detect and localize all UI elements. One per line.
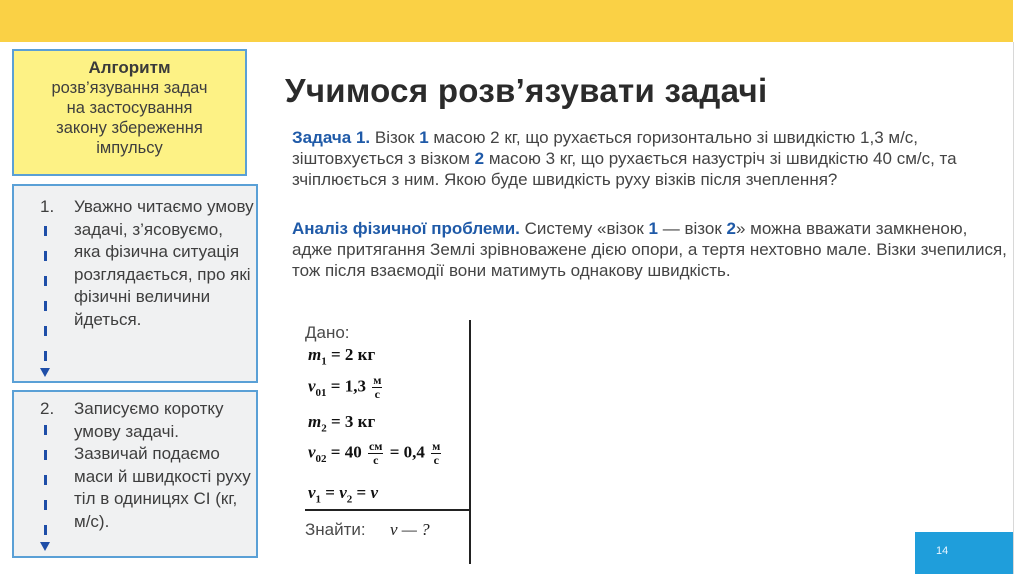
find-label: Знайти:: [305, 520, 366, 539]
problem-label: Задача 1.: [292, 128, 371, 147]
dashed-arrow-down-icon: [40, 226, 50, 377]
algorithm-title: Алгоритм: [88, 58, 171, 77]
page-number-badge: [915, 532, 1013, 574]
page-number: 14: [936, 545, 949, 557]
analysis-text: » можна вважати замкненою, адже притягання Землі зрівноважене дією опори, а тертя нехтовно мале. Візки зчепилися, тож після взаємодії вони матимуть однакову швидкість.: [292, 219, 1007, 280]
step-text: Записуємо коротку умову задачі. Зазвичай подаємо маси й швидкості руху тіл в одиницях СІ (кг, м/с).: [74, 399, 251, 531]
step-2-box: [12, 390, 258, 558]
problem-text: масою 3 кг, що рухається назустріч зі швидкістю 40 см/с, та зчіплюється з ним. Якою буде швидкість руху візків після зчеплення?: [292, 149, 957, 189]
analysis-label: Аналіз фізичної проблеми.: [292, 219, 520, 238]
algorithm-line: імпульсу: [96, 139, 163, 157]
algorithm-box: [12, 49, 247, 176]
analysis-text: — візок: [658, 219, 727, 238]
given-formula-m1: $m_1 = 2$ кг: [308, 345, 376, 368]
problem-paragraph: [292, 127, 1007, 190]
step-text: Уважно читаємо умову задачі, з’ясовуємо, яка фізична ситуація розглядається, про які фізичні величини йдеться.: [74, 197, 254, 329]
algorithm-line: розв’язування задач: [51, 79, 208, 97]
analysis-text: Систему «візок: [519, 219, 649, 238]
given-separator-line: [305, 509, 470, 511]
problem-text: Візок: [370, 128, 420, 147]
right-edge-line: [1013, 42, 1014, 574]
step-1-box: [12, 184, 258, 383]
cart-number: 1: [648, 219, 658, 238]
given-formula-m2: $m_2 = 3$ кг: [308, 412, 376, 435]
given-formula-v01: $v_{01} = 1,3$ $\frac{м}{с}$: [308, 373, 382, 401]
problem-text: масою 2 кг, що рухається горизонтально зі швидкістю 1,3 м/с, зіштовхується з візком: [292, 128, 919, 168]
given-formula-v1-v2: $v_1 = v_2 = v$: [308, 483, 379, 506]
page-title: Учимося розв’язувати задачі: [285, 72, 768, 109]
given-formula-v02: $v_{02} = 40$ $\frac{см}{с}$ = 0,4 $\frac{м}{с}$: [308, 439, 441, 467]
step-number: 2.: [40, 399, 55, 418]
find-expression: v — ?: [390, 520, 430, 539]
top-accent-bar: [0, 0, 1013, 42]
algorithm-line: закону збереження: [56, 119, 203, 137]
cart-number: 2: [474, 149, 485, 168]
step-number: 1.: [40, 197, 55, 216]
given-label: Дано:: [305, 323, 350, 342]
dashed-arrow-down-icon: [40, 425, 50, 551]
cart-number: 2: [726, 219, 736, 238]
cart-number: 1: [419, 128, 429, 147]
analysis-paragraph: [292, 218, 1007, 281]
solution-divider-line: [469, 320, 471, 564]
algorithm-line: на застосування: [66, 99, 193, 117]
